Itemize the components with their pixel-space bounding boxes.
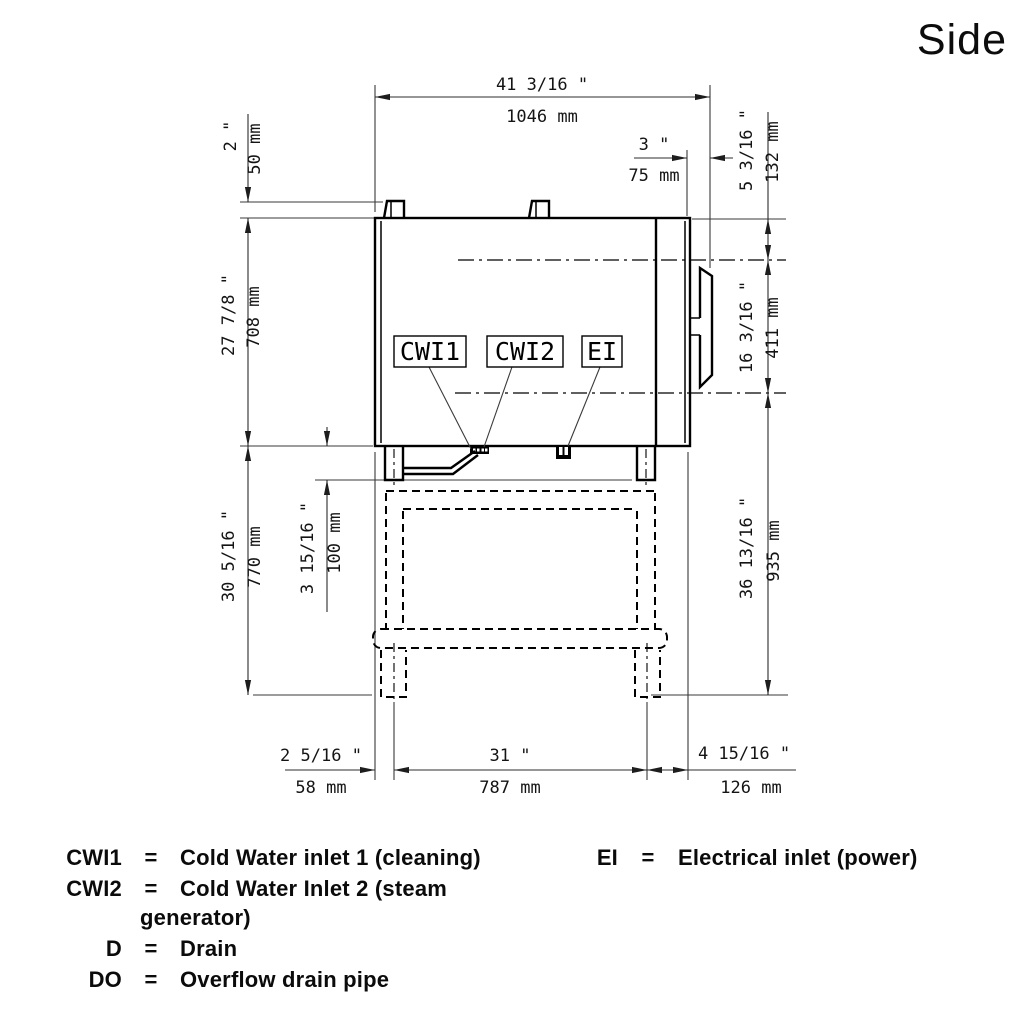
dim-top-clearance-inch: 2 "	[221, 120, 241, 152]
dim-foot-offset-inch: 2 5/16 "	[280, 746, 362, 766]
dim-stand-height-inch: 30 5/16 "	[219, 509, 239, 603]
dim-foot-offset-mm: 58 mm	[295, 778, 347, 798]
legend-key: CWI2	[66, 876, 122, 901]
equals-sign: =	[144, 876, 158, 901]
page-title: Side	[916, 16, 1007, 64]
legend-left	[25, 843, 540, 996]
dim-handle-depth-mm: 75 mm	[628, 166, 680, 186]
dim-leg-height-inch: 3 15/16 "	[298, 501, 318, 595]
stand-dashed-outline	[373, 491, 667, 701]
dim-door-top-inch: 5 3/16 "	[737, 109, 757, 191]
equals-sign: =	[144, 936, 158, 961]
dim-body-height-mm: 708 mm	[244, 286, 264, 348]
legend-row-do	[25, 965, 540, 994]
drain-pipe	[403, 451, 478, 474]
dim-leg-height-mm: 100 mm	[325, 512, 345, 574]
legend-key: CWI1	[66, 845, 122, 870]
dim-top-clearance-mm: 50 mm	[245, 123, 265, 175]
legend-desc-line2: generator)	[140, 905, 251, 930]
dim-door-bottom-mm: 935 mm	[764, 520, 784, 582]
machine-feet	[385, 446, 655, 487]
legend-desc: Drain	[180, 936, 238, 961]
dim-rear-offset-mm: 126 mm	[720, 778, 782, 798]
dim-stand-height-mm: 770 mm	[245, 526, 265, 588]
dim-door-bottom-inch: 36 13/16 "	[737, 496, 757, 600]
equals-sign: =	[144, 845, 158, 870]
legend-key: D	[105, 936, 122, 961]
legend-row-d	[25, 934, 540, 963]
equals-sign: =	[144, 967, 158, 992]
legend-key: EI	[596, 845, 618, 870]
machine-body	[375, 201, 690, 446]
dim-rear-offset-inch: 4 15/16 "	[697, 744, 791, 764]
legend-row-cwi1	[25, 843, 540, 872]
dim-door-mid-inch: 16 3/16 "	[737, 280, 757, 374]
dim-handle-depth-inch: 3 "	[638, 135, 670, 155]
legend-row-cwi2	[25, 874, 540, 932]
dim-body-height-inch: 27 7/8 "	[219, 274, 239, 356]
legend-desc: Cold Water inlet 1 (cleaning)	[180, 845, 481, 870]
cwi1-label: CWI1	[399, 337, 461, 366]
door-handle	[691, 268, 712, 387]
dim-door-mid-mm: 411 mm	[763, 297, 783, 359]
legend-desc-line1: Cold Water Inlet 2 (steam	[180, 876, 448, 901]
dim-foot-span-inch: 31 "	[489, 746, 531, 766]
ei-label: EI	[586, 337, 618, 366]
electrical-inlet-connector	[556, 446, 571, 459]
water-electrical-connectors	[470, 446, 571, 459]
legend-desc: Overflow drain pipe	[180, 967, 390, 992]
legend-desc	[140, 874, 540, 932]
legend-desc: Electrical inlet (power)	[678, 845, 918, 870]
legend-row-ei	[560, 843, 918, 872]
legend-key: DO	[88, 967, 122, 992]
dimension-lines	[248, 97, 796, 770]
equals-sign: =	[641, 845, 655, 870]
dim-foot-span-mm: 787 mm	[479, 778, 541, 798]
dim-overall-width-mm: 1046 mm	[506, 107, 578, 127]
extension-lines	[240, 85, 791, 780]
dim-overall-width-inch: 41 3/16 "	[495, 75, 589, 95]
dimension-texts	[219, 75, 790, 798]
dim-door-top-mm: 132 mm	[763, 121, 783, 183]
legend-right	[560, 843, 918, 874]
cwi2-label: CWI2	[494, 337, 556, 366]
